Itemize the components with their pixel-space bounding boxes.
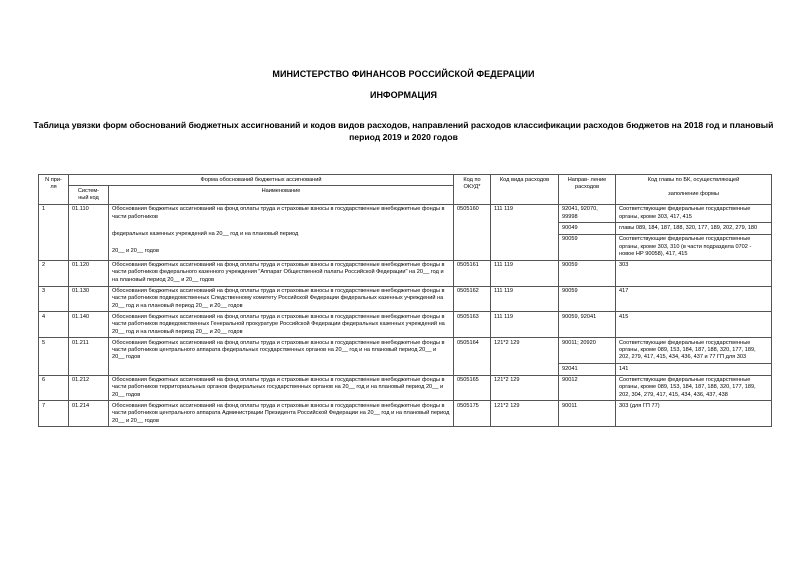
row-direction: 90012: [559, 375, 616, 401]
header-glava-line1: Код главы по БК, осуществляющей: [647, 176, 740, 183]
table-row: [39, 338, 772, 364]
row-number: 7: [39, 401, 69, 427]
row-direction: 90059, 92041: [559, 312, 616, 338]
row-form-name: Обоснования бюджетных ассигнований на фонд оплаты труда и страховые взносы в государственные внебюджетные фонды в части работников центрального аппарата Администрации Президента Российской Федерации на 20__ год и на плановый период 20__ и 20__ годов: [109, 401, 454, 427]
row-glava: 303: [616, 260, 772, 286]
row-number: 6: [39, 375, 69, 401]
row-form-name: Обоснования бюджетных ассигнований на фонд оплаты труда и страховые взносы в государственные внебюджетные фонды в части работников подведомственных Генеральной прокуратуре Российской Федерации федеральных казенных учреждений на 20__ год и на плановый период 20__ и 20__ годов: [109, 312, 454, 338]
row-glava: Соответствующие федеральные государственные органы, кроме 303, 310 (в части подраздела 0702 - новое НР 90058), 417, 415: [616, 234, 772, 260]
row-system-code: 01.110: [69, 204, 109, 260]
table-row: [39, 312, 772, 338]
row-glava: главы 089, 184, 187, 188, 320, 177, 189, 202, 279, 180: [616, 223, 772, 234]
header-sys-code: Систем- ный код: [69, 186, 109, 205]
row-okud: 0505162: [454, 286, 491, 312]
row-direction: 90059: [559, 234, 616, 260]
row-form-name: Обоснования бюджетных ассигнований на фонд оплаты труда и страховые взносы в государственные внебюджетные фонды в части работников центрального аппарата федеральных государственных органов на 20__ год и на плановый период 20__ и 20__ годов: [109, 338, 454, 375]
table-header: [39, 175, 772, 205]
row-system-code: 01.214: [69, 401, 109, 427]
row-form-name: [109, 204, 454, 260]
info-heading: ИНФОРМАЦИЯ: [369, 90, 438, 100]
row-kvr: 121*2 129: [491, 401, 559, 427]
row-kvr: 121*2 129: [491, 338, 559, 375]
table-row: [39, 260, 772, 286]
row-direction: 90049: [559, 223, 616, 234]
row-system-code: 01.120: [69, 260, 109, 286]
header-direction: Направ- ление расходов: [559, 175, 616, 205]
form-name-line: федеральных казенных учреждений на 20__ год и на плановый период: [112, 230, 299, 237]
forms-table: [38, 174, 772, 427]
table-row: [39, 286, 772, 312]
row-glava: 415: [616, 312, 772, 338]
row-number: 2: [39, 260, 69, 286]
row-direction: 90011: [559, 401, 616, 427]
header-name: Наименование: [109, 186, 454, 205]
row-kvr: 111 119: [491, 260, 559, 286]
row-glava: Соответствующие федеральные государственные органы, кроме 089, 153, 184, 187, 188, 320, 177, 189, 202, 279, 417, 415, 434, 436, 437 и 77 ГП для 303: [616, 338, 772, 364]
row-glava: Соответствующие федеральные государственные органы, кроме 303, 417, 415: [616, 204, 772, 223]
row-okud: 0505163: [454, 312, 491, 338]
row-system-code: 01.130: [69, 286, 109, 312]
row-okud: 0505175: [454, 401, 491, 427]
ministry-heading: МИНИСТЕРСТВО ФИНАНСОВ РОССИЙСКОЙ ФЕДЕРАЦИИ: [272, 69, 535, 79]
form-name-line: 20__ и 20__ годов: [112, 248, 159, 255]
row-okud: 0505160: [454, 204, 491, 260]
row-direction: 90059: [559, 260, 616, 286]
row-kvr: 111 119: [491, 286, 559, 312]
row-system-code: 01.212: [69, 375, 109, 401]
row-direction: 92041, 92070, 99998: [559, 204, 616, 223]
row-glava: 417: [616, 286, 772, 312]
row-glava: Соответствующие федеральные государственные органы, кроме 089, 153, 184, 187, 188, 320, 177, 189, 202, 304, 279, 417, 415, 434, 436, 437, 438: [616, 375, 772, 401]
table-row: [39, 204, 772, 223]
table-body: [39, 204, 772, 426]
row-form-name: Обоснования бюджетных ассигнований на фонд оплаты труда и страховые взносы в государственные внебюджетные фонды в части работников территориальных органов федеральных государственных органов на 20__ год и на плановый период 20__ и 20__ годов: [109, 375, 454, 401]
row-system-code: 01.211: [69, 338, 109, 375]
row-number: 4: [39, 312, 69, 338]
row-okud: 0505165: [454, 375, 491, 401]
table-row: [39, 375, 772, 401]
row-number: 1: [39, 204, 69, 260]
header-glava: [616, 175, 772, 205]
header-glava-line2: заполнение формы: [668, 191, 719, 198]
row-form-name: Обоснования бюджетных ассигнований на фонд оплаты труда и страховые взносы в государственные внебюджетные фонды в части работников подведомственных Следственному комитету Российской Федерации федеральных казенных учреждений на 20__ год и на плановый период 20__ и 20__ годов: [109, 286, 454, 312]
header-num: N при- ля: [39, 175, 69, 205]
row-glava: 141: [616, 364, 772, 375]
table-row: [39, 401, 772, 427]
row-kvr: 111 119: [491, 312, 559, 338]
row-direction: 90011; 20920: [559, 338, 616, 364]
header-forms: Форма обоснований бюджетных ассигнований: [69, 175, 454, 186]
row-number: 3: [39, 286, 69, 312]
row-okud: 0505161: [454, 260, 491, 286]
header-okud: Код по ОКУД*: [454, 175, 491, 205]
row-kvr: 121*2 129: [491, 375, 559, 401]
row-okud: 0505164: [454, 338, 491, 375]
row-number: 5: [39, 338, 69, 375]
row-glava: 303 (для ГП 77): [616, 401, 772, 427]
document-title: Таблица увязки форм обоснований бюджетных ассигнований и кодов видов расходов, направлений расходов классификации расходов бюджетов на 2018 год и плановый период 2019 и 2020 годов: [33, 120, 774, 142]
row-direction: 90059: [559, 286, 616, 312]
row-form-name: Обоснования бюджетных ассигнований на фонд оплаты труда и страховые взносы в государственные внебюджетные фонды в части работников федерального казенного учреждения "Аппарат Общественной палаты Российской Федерации" на 20__ год и на плановый период 20__ и 20__ годов: [109, 260, 454, 286]
row-kvr: 111 119: [491, 204, 559, 260]
row-direction: 92041: [559, 364, 616, 375]
form-name-line: Обоснования бюджетных ассигнований на фонд оплаты труда и страховые взносы в государственные внебюджетные фонды в части работников: [112, 206, 445, 220]
header-kvr: Код вида расходов: [491, 175, 559, 205]
row-system-code: 01.140: [69, 312, 109, 338]
